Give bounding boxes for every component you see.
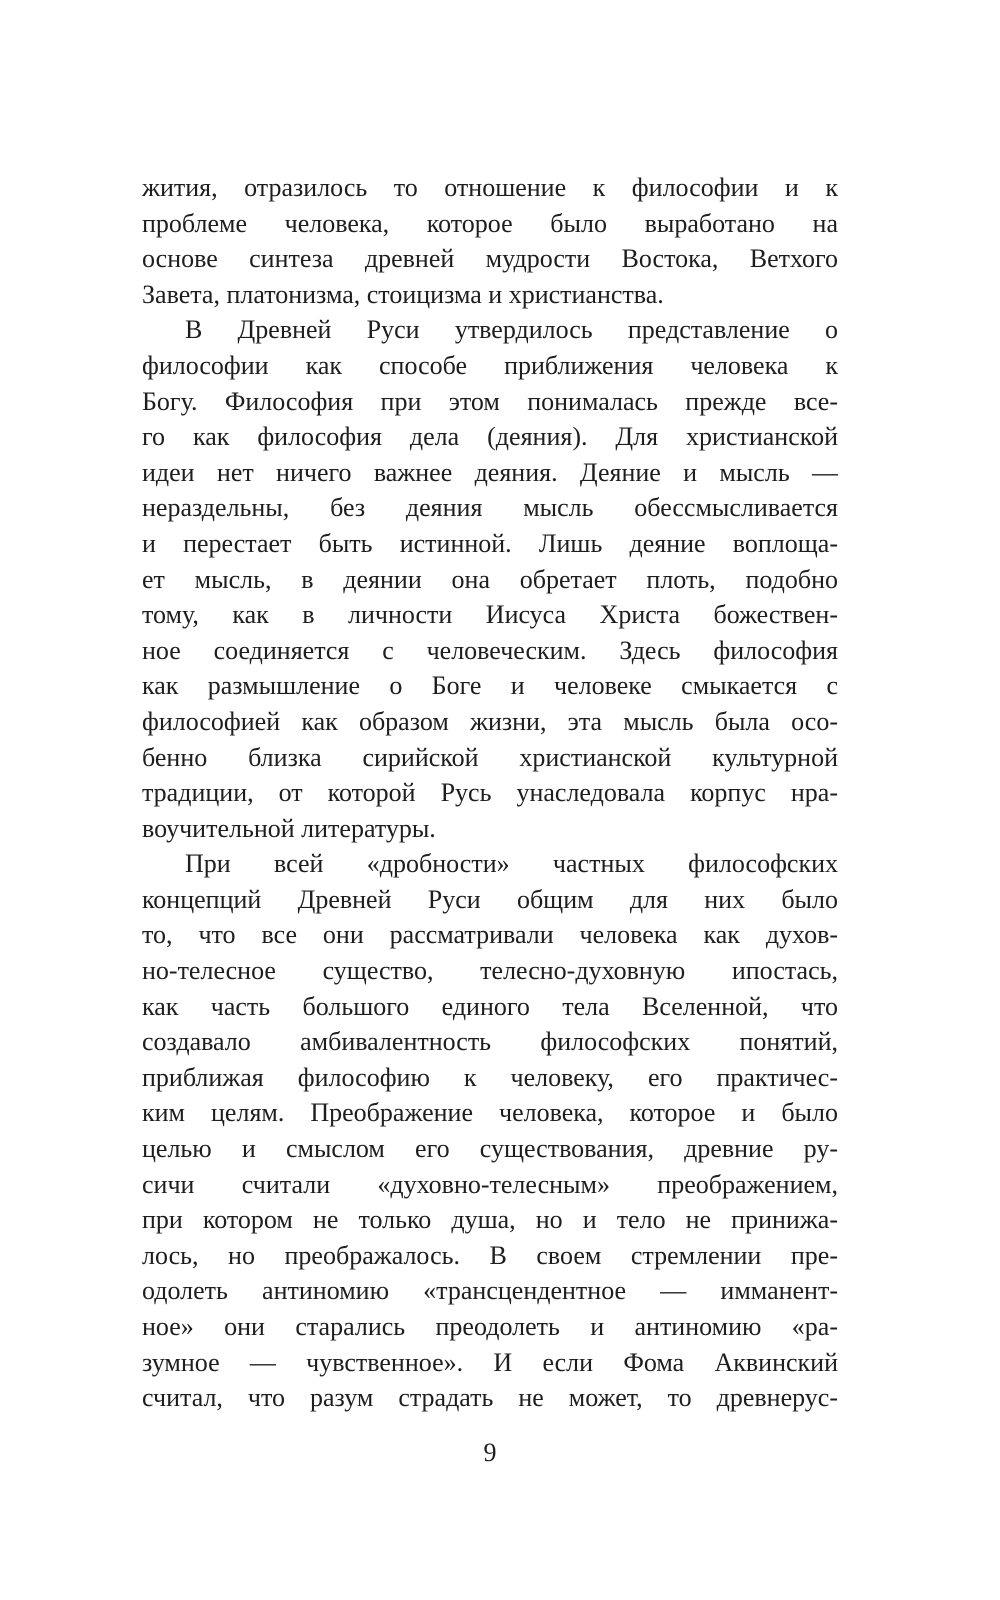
text-line: Завета, платонизма, стоицизма и христианства. xyxy=(142,279,664,309)
text-line: и перестает быть истинной. Лишь деяние воплоща- xyxy=(142,528,838,558)
text-line: философии как способе приближения человека к xyxy=(142,350,838,380)
text-line: основе синтеза древней мудрости Востока, Ветхого xyxy=(142,244,838,274)
text-line: одолеть антиномию «трансцендентное — имманент- xyxy=(142,1276,838,1306)
text-line: сичи считали «духовно-телесным» преображением, xyxy=(142,1169,838,1199)
body-text xyxy=(142,170,838,1416)
text-line: ет мысль, в деянии она обретает плоть, подобно xyxy=(142,564,838,594)
text-line: тому, как в личности Иисуса Христа божествен- xyxy=(142,600,838,630)
text-line: традиции, от которой Русь унаследовала корпус нра- xyxy=(142,778,838,808)
text-line: целью и смыслом его существования, древние ру- xyxy=(142,1134,838,1164)
text-line: философией как образом жизни, эта мысль была осо- xyxy=(142,706,838,736)
text-line: При всей «дробности» частных философских xyxy=(185,849,838,879)
text-line: ким целям. Преображение человека, которое и было xyxy=(142,1098,838,1128)
text-line: ное соединяется с человеческим. Здесь философия xyxy=(142,635,838,665)
page-number: 9 xyxy=(483,1438,497,1467)
paragraph xyxy=(142,312,838,846)
text-line: считал, что разум страдать не может, то древнерус- xyxy=(142,1383,838,1413)
text-line: Богу. Философия при этом понималась прежде все- xyxy=(142,386,838,416)
text-line: идеи нет ничего важнее деяния. Деяние и мысль — xyxy=(142,457,838,487)
text-line: то, что все они рассматривали человека как духов- xyxy=(142,920,838,950)
paragraph xyxy=(142,846,838,1416)
text-line: лось, но преображалось. В своем стремлении пре- xyxy=(142,1240,838,1270)
text-line: при котором не только душа, но и тело не принижа- xyxy=(142,1205,838,1235)
text-line: зумное — чувственное». И если Фома Аквинский xyxy=(142,1347,838,1377)
text-line: приближая философию к человеку, его практичес- xyxy=(142,1062,838,1092)
text-line: концепций Древней Руси общим для них было xyxy=(142,884,838,914)
text-line: но-телесное существо, телесно-духовную ипостась, xyxy=(142,956,838,986)
text-line: как часть большого единого тела Вселенной, что xyxy=(142,991,838,1021)
text-line: В Древней Руси утвердилось представление о xyxy=(185,315,838,345)
text-line: го как философия дела (деяния). Для христианской xyxy=(142,422,838,452)
text-line: бенно близка сирийской христианской культурной xyxy=(142,742,838,772)
text-line: проблеме человека, которое было выработано на xyxy=(142,208,838,238)
text-line: как размышление о Боге и человеке смыкается с xyxy=(142,671,838,701)
text-line: создавало амбивалентность философских понятий, xyxy=(142,1027,838,1057)
text-line: жития, отразилось то отношение к философии и к xyxy=(142,173,838,202)
text-line: ное» они старались преодолеть и антиномию «ра- xyxy=(142,1312,838,1341)
text-line: нераздельны, без деяния мысль обессмысливается xyxy=(142,493,838,523)
paragraph xyxy=(142,170,838,312)
text-line: воучительной литературы. xyxy=(142,813,436,843)
